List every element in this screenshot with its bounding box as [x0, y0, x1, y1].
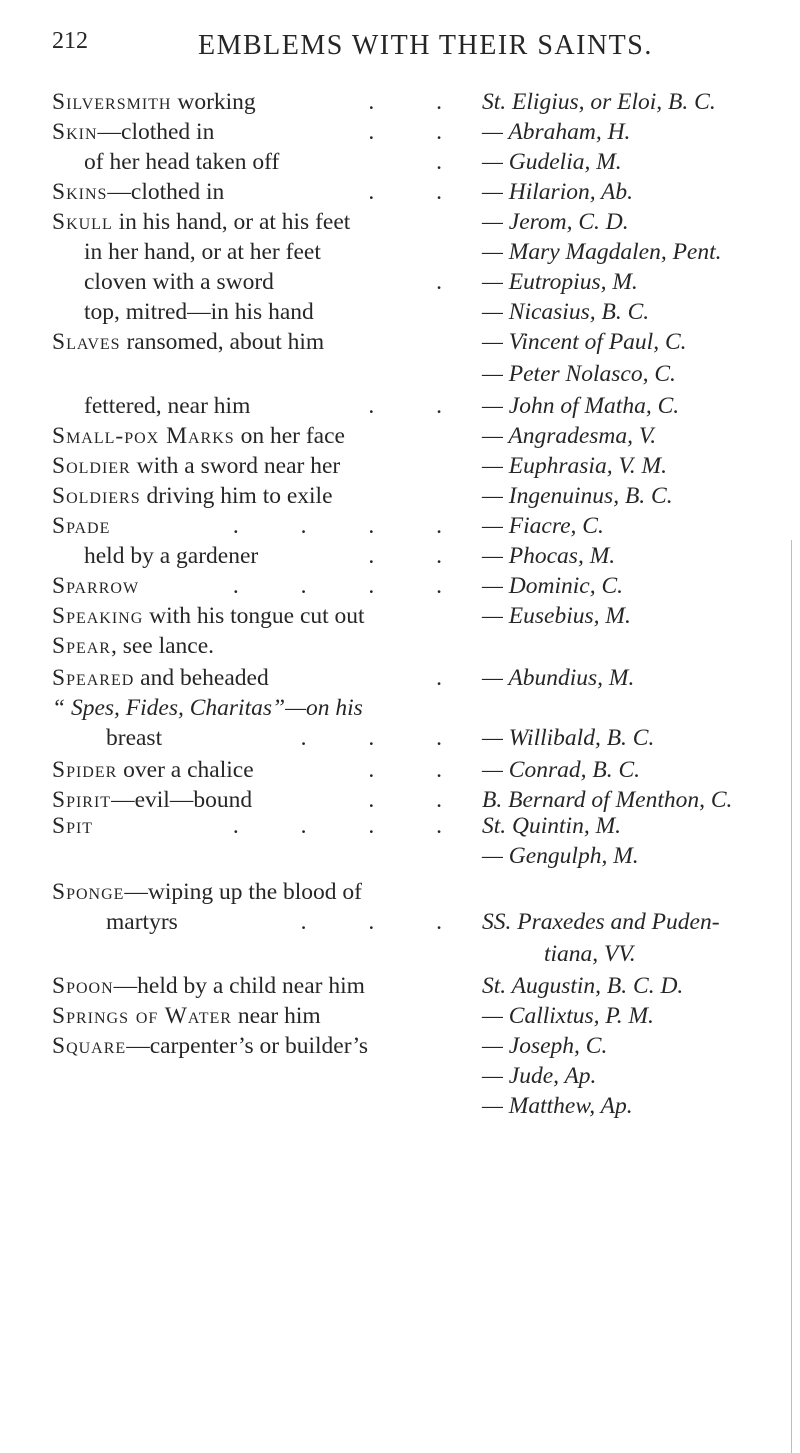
emblem-entry [84, 268, 470, 296]
page-edge-line [791, 540, 792, 1453]
emblem-entry [84, 298, 470, 326]
emblem-headword: Soldiers [52, 483, 141, 509]
emblem-text: and beheaded [134, 665, 269, 691]
saint-entry: — Abraham, H. [482, 119, 631, 145]
emblem-entry [52, 1032, 470, 1060]
saint-entry: — Euphrasia, V. M. [482, 453, 667, 479]
emblem-text: in her hand, or at her feet [84, 239, 321, 265]
emblem-text: on her face [234, 423, 345, 449]
emblem-entry [52, 118, 470, 146]
leader-dots: . . [368, 119, 470, 145]
leader-dots: . . . [300, 725, 470, 751]
leader-dots: . [436, 665, 470, 691]
saint-entry: — Phocas, M. [482, 543, 616, 569]
saint-entry: — Nicasius, B. C. [482, 299, 650, 325]
emblem-entry [52, 756, 470, 784]
emblem-headword: Silversmith [52, 89, 172, 115]
emblem-entry [52, 602, 470, 630]
leader-dots: . . . . [232, 813, 470, 839]
emblem-headword: Spear [52, 633, 111, 659]
leader-dots: . . [368, 543, 470, 569]
saint-entry: — Fiacre, C. [482, 513, 604, 539]
emblem-headword: Skin [52, 119, 98, 145]
emblem-entry [84, 238, 470, 266]
emblem-entry [52, 328, 470, 356]
emblem-entry [52, 632, 470, 660]
saint-entry: — Jude, Ap. [482, 1063, 597, 1089]
emblem-text: with his tongue cut out [143, 603, 365, 629]
saint-entry: St. Quintin, M. [482, 813, 622, 839]
emblem-headword: Soldier [52, 453, 131, 479]
emblem-text: held by a gardener [84, 543, 259, 569]
saint-entry: SS. Praxedes and Puden- [482, 909, 720, 935]
leader-dots: . . [368, 787, 470, 813]
emblem-headword: Sparrow [52, 573, 140, 599]
emblem-entry [84, 148, 470, 176]
emblem-text: near him [231, 1003, 321, 1029]
leader-dots: . [436, 269, 470, 295]
saint-entry: St. Augustin, B. C. D. [482, 973, 684, 999]
emblem-entry [84, 392, 470, 420]
saint-entry: — Eusebius, M. [482, 603, 631, 629]
emblem-entry [84, 542, 470, 570]
emblem-headword: Speared [52, 665, 135, 691]
page-number: 212 [52, 28, 88, 54]
saint-entry: — Dominic, C. [482, 573, 623, 599]
leader-dots: . . . . [232, 513, 470, 539]
saint-entry: — John of Matha, C. [482, 393, 680, 419]
emblem-entry [52, 452, 470, 480]
emblem-text: martyrs [106, 909, 178, 935]
emblem-text: working [171, 89, 256, 115]
saint-entry: — Callixtus, P. M. [482, 1003, 654, 1029]
running-title: EMBLEMS WITH THEIR SAINTS. [198, 30, 653, 61]
leader-dots: . . . . [232, 573, 470, 599]
emblem-entry [52, 878, 470, 906]
saint-entry: — Peter Nolasco, C. [482, 361, 676, 387]
emblem-text: —carpenter’s or builder’s [126, 1033, 369, 1059]
emblem-entry [52, 694, 470, 722]
emblem-text: breast [106, 725, 163, 751]
emblem-headword: Spade [52, 513, 111, 539]
saint-entry: — Gengulph, M. [482, 843, 639, 869]
emblem-headword: Sponge [52, 879, 125, 905]
emblem-entry [52, 572, 470, 600]
saint-entry: — Gudelia, M. [482, 149, 622, 175]
saint-entry: — Abundius, M. [482, 665, 635, 691]
emblem-entry [52, 512, 470, 540]
emblem-entry [52, 422, 470, 450]
emblem-text: fettered, near him [84, 393, 251, 419]
saint-entry: — Hilarion, Ab. [482, 179, 634, 205]
emblem-headword: Spider [52, 757, 118, 783]
leader-dots: . . [368, 179, 470, 205]
emblem-text: —held by a child near him [113, 973, 365, 999]
emblem-entry [106, 908, 470, 936]
emblem-headword: Spoon [52, 973, 114, 999]
saint-entry: — Jerom, C. D. [482, 209, 629, 235]
saint-entry: — Joseph, C. [482, 1033, 608, 1059]
emblem-entry [52, 208, 470, 236]
saint-entry: tiana, VV. [544, 941, 636, 967]
leader-dots: . . [368, 757, 470, 783]
emblem-entry [52, 786, 470, 814]
emblem-text: in his hand, or at his feet [112, 209, 351, 235]
emblem-headword: Skull [52, 209, 113, 235]
leader-dots: . . [368, 393, 470, 419]
emblem-headword: Skins [52, 179, 108, 205]
emblem-text: , see lance. [110, 633, 215, 659]
emblem-headword: Speaking [52, 603, 144, 629]
saint-entry: — Conrad, B. C. [482, 757, 640, 783]
emblem-entry [52, 1002, 470, 1030]
saint-entry: B. Bernard of Menthon, C. [482, 787, 733, 813]
emblem-text: “ Spes, Fides, Charitas”—on his [52, 695, 363, 721]
emblem-headword: Square [52, 1033, 127, 1059]
emblem-headword: Slaves [52, 329, 121, 355]
emblem-entry [52, 664, 470, 692]
emblem-text: driving him to exile [140, 483, 333, 509]
emblem-entry [52, 972, 470, 1000]
emblem-headword: Springs of Water [52, 1003, 232, 1029]
emblem-headword: Small-pox Marks [52, 423, 235, 449]
emblem-text: of her head taken off [84, 149, 280, 175]
saint-entry: — Vincent of Paul, C. [482, 329, 687, 355]
emblem-entry [52, 88, 470, 116]
emblem-text: with a sword near her [130, 453, 341, 479]
saint-entry: — Ingenuinus, B. C. [482, 483, 673, 509]
emblem-text: ransomed, about him [120, 329, 325, 355]
emblem-headword: Spirit [52, 787, 112, 813]
leader-dots: . . [368, 89, 470, 115]
emblem-entry [52, 178, 470, 206]
emblem-text: —evil—bound [111, 787, 253, 813]
saint-entry: St. Eligius, or Eloi, B. C. [482, 89, 716, 115]
emblem-text: top, mitred—in his hand [84, 299, 314, 325]
emblem-text: cloven with a sword [84, 269, 274, 295]
saint-entry: — Eutropius, M. [482, 269, 638, 295]
saint-entry: — Willibald, B. C. [482, 725, 655, 751]
emblem-headword: Spit [52, 813, 94, 839]
saint-entry: — Matthew, Ap. [482, 1093, 633, 1119]
leader-dots: . . . [300, 909, 470, 935]
emblem-text: —clothed in [107, 179, 225, 205]
emblem-entry [52, 482, 470, 510]
emblem-entry [106, 724, 470, 752]
emblem-text: —clothed in [97, 119, 215, 145]
leader-dots: . [436, 149, 470, 175]
emblem-text: over a chalice [117, 757, 254, 783]
emblem-entry [52, 812, 470, 840]
saint-entry: — Angradesma, V. [482, 423, 657, 449]
saint-entry: — Mary Magdalen, Pent. [482, 239, 722, 265]
emblem-text: —wiping up the blood of [124, 879, 362, 905]
